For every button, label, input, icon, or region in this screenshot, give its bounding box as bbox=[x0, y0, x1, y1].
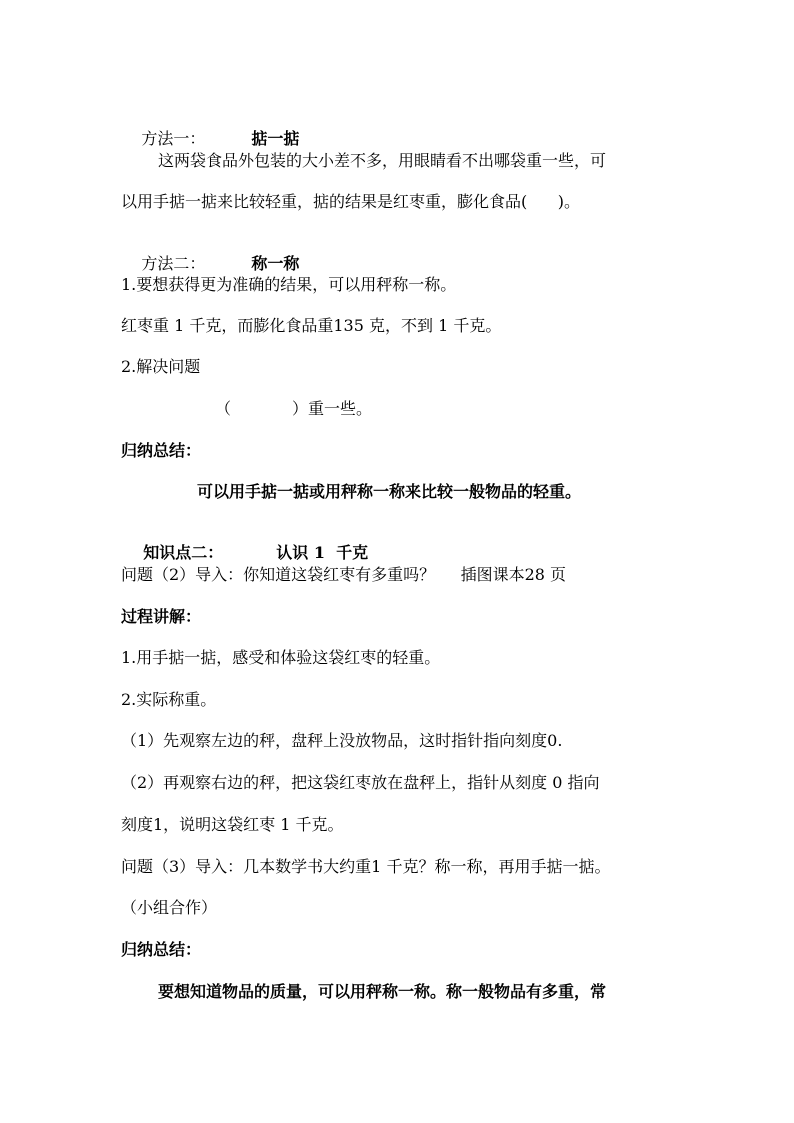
process-heading: 过程讲解： bbox=[121, 607, 202, 626]
method1-body-line2: 以用手掂一掂来比较轻重，掂的结果是红枣重，膨化食品( )。 bbox=[121, 192, 581, 211]
summary2-text: 要想知道物品的质量，可以用秤称一称。称一般物品有多重，常 bbox=[158, 982, 607, 1001]
kp2-title: 认识 1 千克 bbox=[276, 543, 369, 562]
process-line2: 2.实际称重。 bbox=[121, 690, 217, 709]
method1-title: 掂一掂 bbox=[251, 129, 300, 148]
method1-label: 方法一： bbox=[141, 129, 206, 148]
method2-line4: （ ）重一些。 bbox=[215, 399, 373, 418]
summary2-heading: 归纳总结： bbox=[121, 940, 202, 959]
summary1-heading: 归纳总结： bbox=[121, 441, 202, 460]
kp2-label: 知识点二： bbox=[143, 543, 224, 562]
question3-line2: （小组合作） bbox=[121, 898, 218, 917]
method2-label: 方法二： bbox=[141, 254, 206, 273]
question3-line1: 问题（3）导入：几本数学书大约重1 千克？称一称，再用手掂一掂。 bbox=[121, 857, 611, 876]
method2-title: 称一称 bbox=[251, 254, 300, 273]
process-line1: 1.用手掂一掂，感受和体验这袋红枣的轻重。 bbox=[121, 648, 441, 667]
question2: 问题（2）导入：你知道这袋红枣有多重吗？ 插图课本28 页 bbox=[121, 565, 567, 584]
process-line4: （2）再观察右边的秤，把这袋红枣放在盘秤上，指针从刻度 0 指向 bbox=[121, 773, 600, 792]
method1-body-line1: 这两袋食品外包装的大小差不多，用眼睛看不出哪袋重一些，可 bbox=[158, 151, 607, 170]
process-line5: 刻度1，说明这袋红枣 1 千克。 bbox=[121, 815, 344, 834]
summary1-text: 可以用手掂一掂或用秤称一称来比较一般物品的轻重。 bbox=[197, 482, 582, 501]
method2-line3: 2.解决问题 bbox=[121, 357, 201, 376]
method2-line2: 红枣重 1 千克，而膨化食品重135 克，不到 1 千克。 bbox=[121, 316, 502, 335]
process-line3: （1）先观察左边的秤，盘秤上没放物品，这时指针指向刻度0. bbox=[121, 731, 563, 750]
method2-line1: 1.要想获得更为准确的结果，可以用秤称一称。 bbox=[121, 275, 457, 294]
